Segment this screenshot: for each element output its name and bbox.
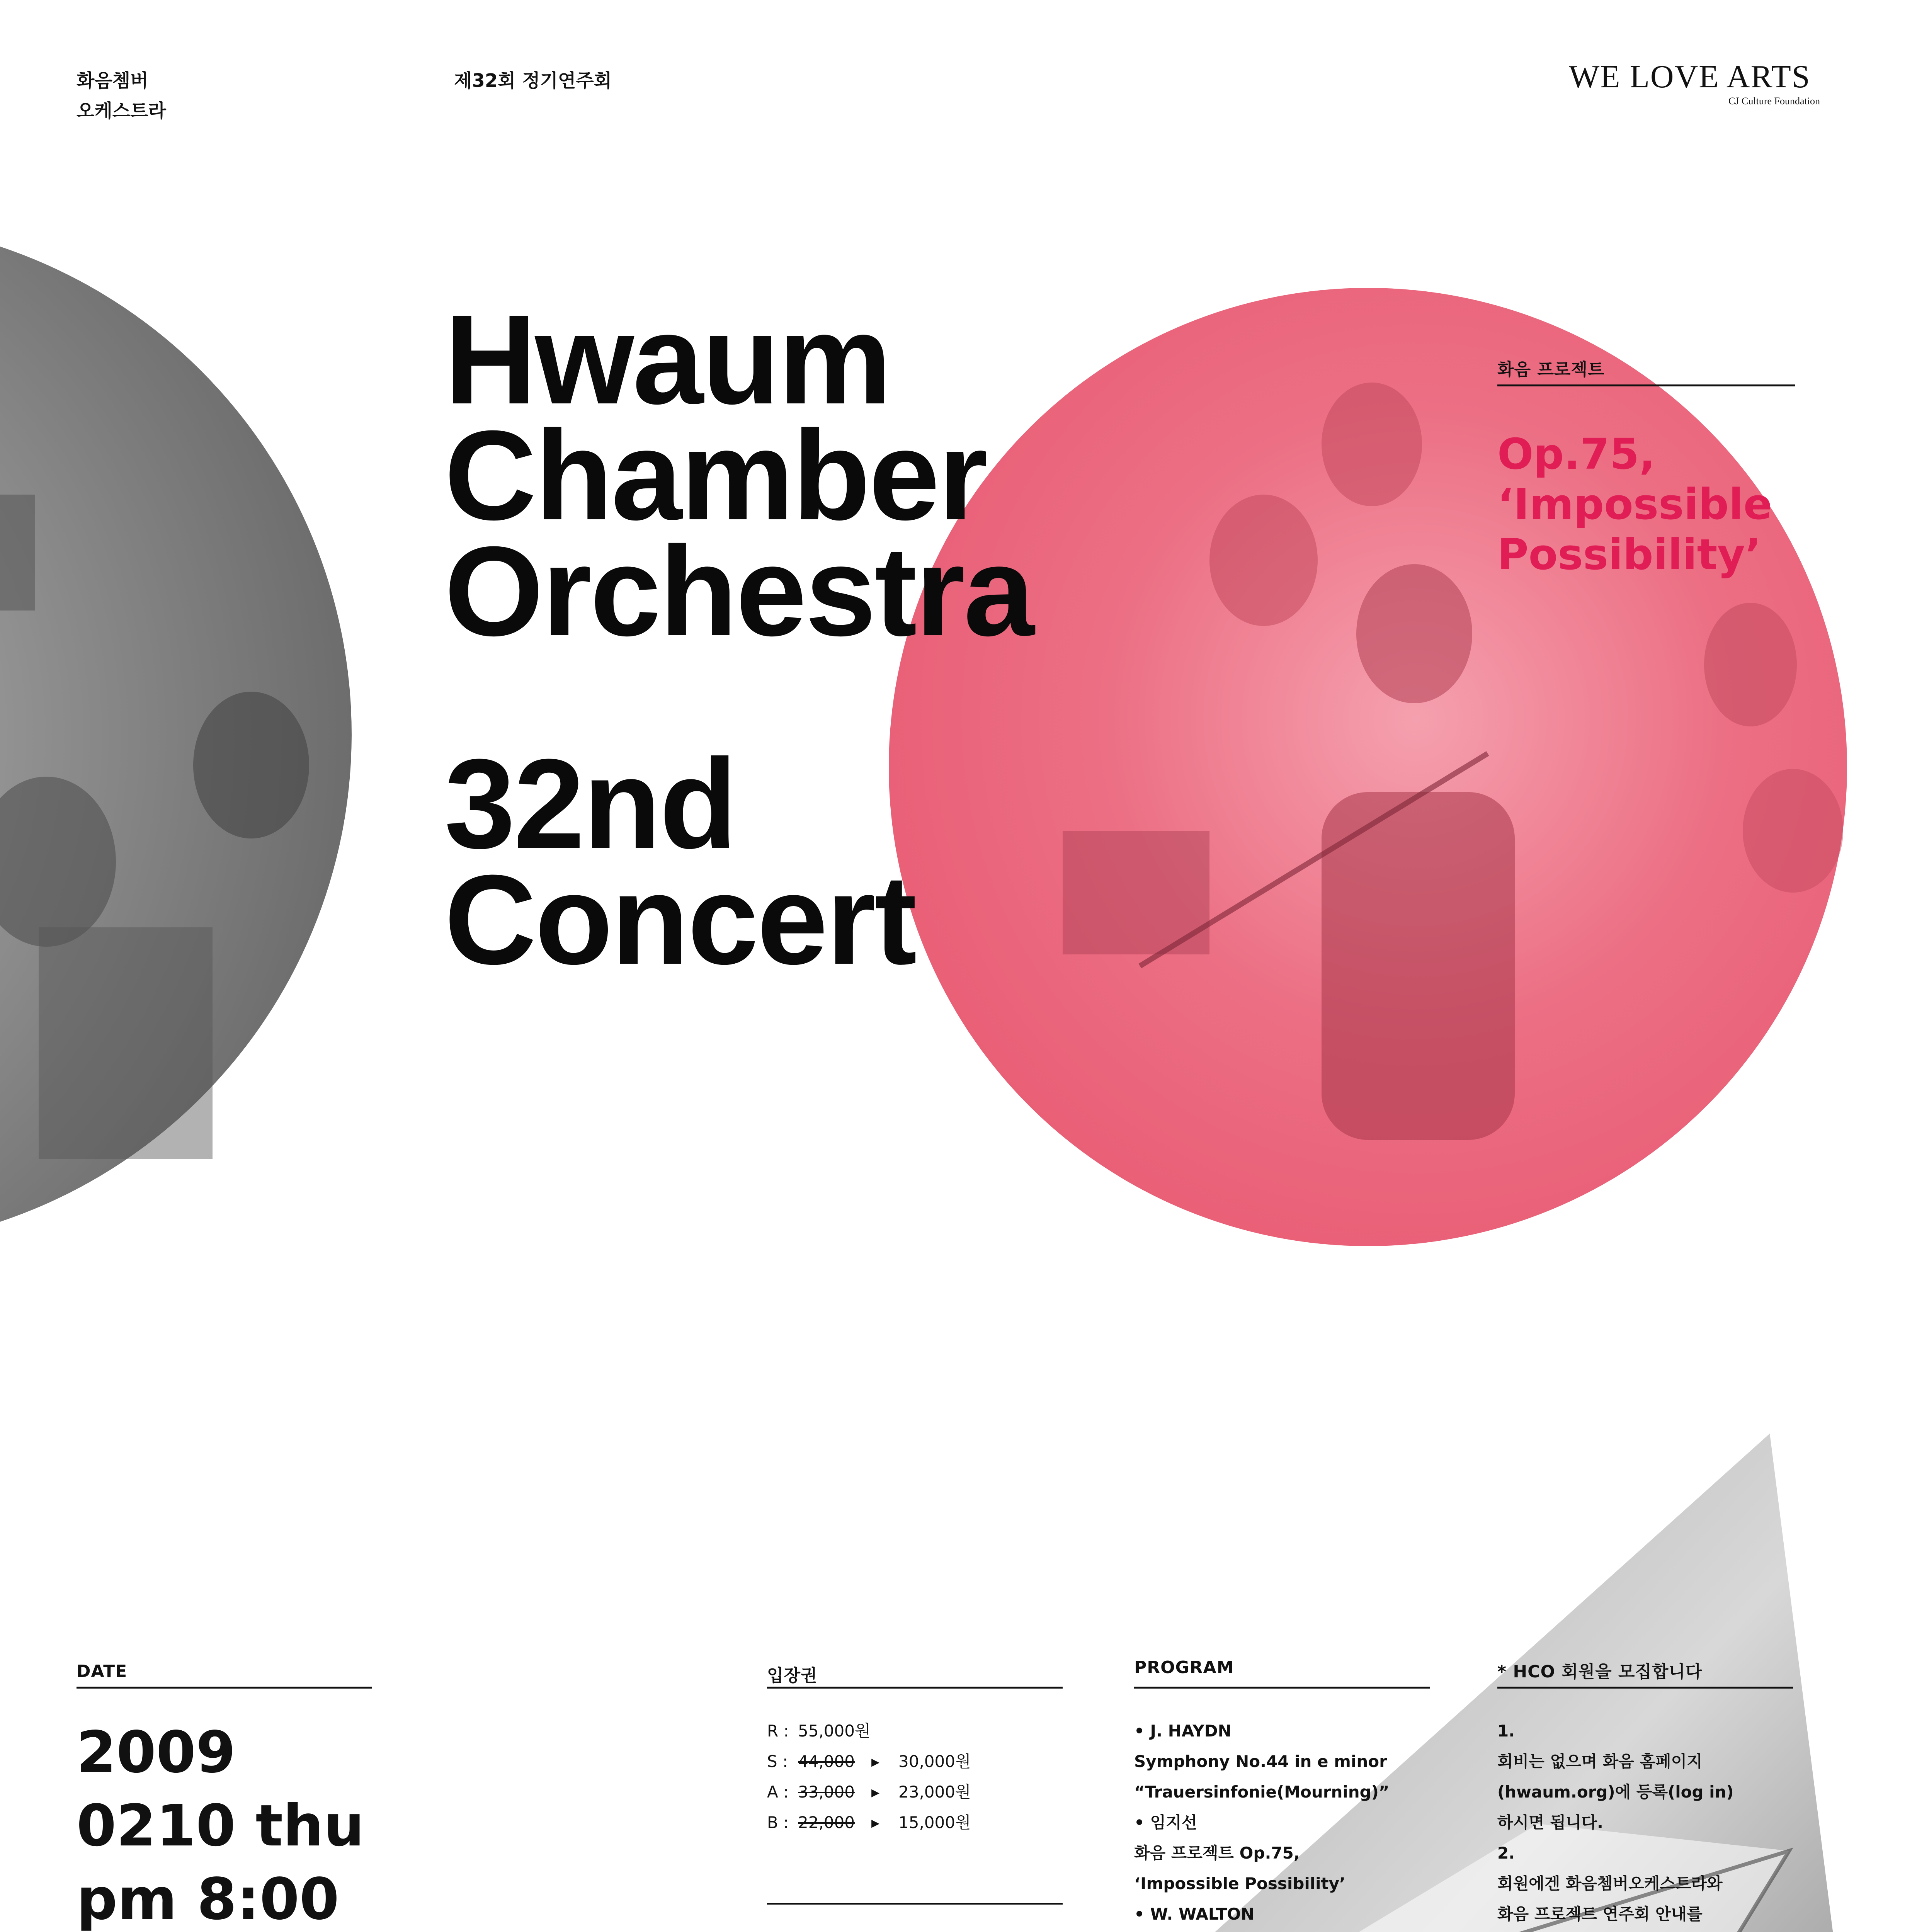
project-label: 화음 프로젝트 bbox=[1497, 360, 1605, 379]
project-rule bbox=[1497, 384, 1795, 386]
tickets-note-rule bbox=[767, 1903, 1063, 1905]
we-love-arts-logo bbox=[1569, 58, 1847, 107]
project-title bbox=[1497, 429, 1772, 580]
ticket-row-a: A : 33,000 ▸ 23,000원 bbox=[767, 1782, 971, 1801]
title-line-chamber: Chamber bbox=[444, 404, 987, 546]
ticket-row-b: B : 22,000 ▸ 15,000원 bbox=[767, 1813, 971, 1832]
project-title-line3: Possibility’ bbox=[1497, 530, 1761, 579]
org-name-line2: 오케스트라 bbox=[77, 100, 166, 122]
org-name-line1: 화음쳄버 bbox=[77, 70, 148, 92]
org-name bbox=[77, 66, 166, 126]
concert-date bbox=[77, 1716, 364, 1932]
title-line-32nd: 32nd bbox=[444, 732, 736, 875]
ticket-row-s: S : 44,000 ▸ 30,000원 bbox=[767, 1752, 971, 1771]
left-orchestra-photo-circle bbox=[0, 220, 352, 1248]
main-title bbox=[444, 288, 1033, 991]
title-line-orchestra: Orchestra bbox=[444, 520, 1033, 662]
members-rule bbox=[1497, 1687, 1793, 1689]
title-line-hwaum: Hwaum bbox=[444, 288, 890, 430]
project-title-line1: Op.75, bbox=[1497, 429, 1655, 479]
brand-name: WE LOVE ARTS bbox=[1569, 59, 1811, 95]
program-label: PROGRAM bbox=[1134, 1658, 1234, 1677]
date-year: 2009 bbox=[77, 1719, 236, 1786]
members-label: * HCO 회원을 모집합니다 bbox=[1497, 1662, 1703, 1682]
date-day: 0210 thu bbox=[77, 1793, 364, 1859]
members-info: 1. 회비는 없으며 화음 홈페이지 (hwaum.org)에 등록(log in) 하시면 됩니다. 2. 회원에겐 화음쳄버오케스트라와 화음 프로젝트 연주회 안내를 bbox=[1497, 1721, 1734, 1923]
title-line-concert: Concert bbox=[444, 848, 915, 991]
concert-edition: 제32회 정기연주회 bbox=[454, 70, 612, 92]
tickets-rule bbox=[767, 1687, 1063, 1689]
date-label: DATE bbox=[77, 1662, 128, 1681]
program-rule bbox=[1134, 1687, 1430, 1689]
project-title-line2: ‘Impossible bbox=[1497, 480, 1772, 529]
ticket-note bbox=[767, 1928, 1003, 1932]
date-time: pm 8:00 bbox=[77, 1866, 339, 1932]
ticket-prices bbox=[767, 1716, 971, 1838]
date-rule bbox=[77, 1687, 372, 1689]
program-list: • J. HAYDN Symphony No.44 in e minor “Trauersinfonie(Mourning)” • 임지선 화음 프로젝트 Op.75, ‘Impossible Possibility’ • W. WALTON bbox=[1134, 1721, 1390, 1923]
brand-subtitle: CJ Culture Foundation bbox=[1728, 95, 1820, 107]
ticket-row-r: R : 55,000원 bbox=[767, 1721, 871, 1740]
tickets-label: 입장권 bbox=[767, 1666, 818, 1685]
